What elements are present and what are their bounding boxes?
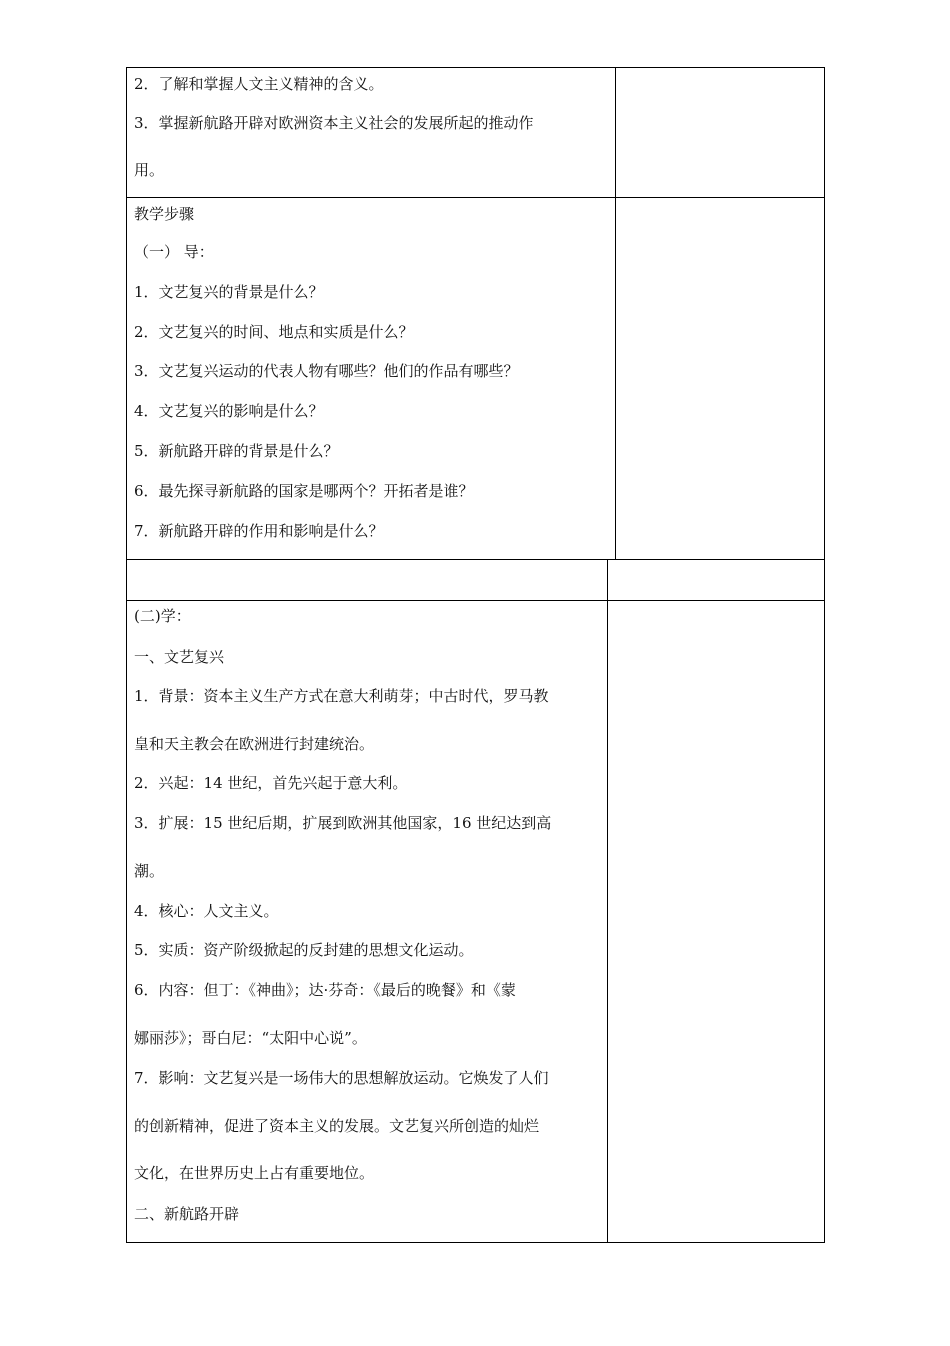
guide-question: 7．新航路开辟的作用和影响是什么？ bbox=[134, 522, 384, 540]
study-heading: (二)学： bbox=[134, 607, 191, 625]
guide-question: 2．文艺复兴的时间、地点和实质是什么？ bbox=[134, 323, 414, 341]
content-item: 3．扩展：15 世纪后期，扩展到欧洲其他国家，16 世纪达到高 bbox=[134, 814, 552, 832]
guide-question: 4．文艺复兴的影响是什么？ bbox=[134, 402, 324, 420]
objectives-cell bbox=[126, 67, 615, 197]
content-item-continuation: 皇和天主教会在欧洲进行封建统治。 bbox=[134, 735, 375, 753]
content-item: 4．核心：人文主义。 bbox=[134, 902, 279, 920]
study-content-cell bbox=[126, 600, 607, 1242]
content-item-continuation: 文化，在世界历史上占有重要地位。 bbox=[134, 1164, 375, 1182]
notes-cell-2 bbox=[615, 197, 825, 559]
empty-row-left bbox=[126, 559, 607, 600]
guide-question: 1．文艺复兴的背景是什么？ bbox=[134, 283, 324, 301]
objective-item: 3．掌握新航路开辟对欧洲资本主义社会的发展所起的推动作 bbox=[134, 114, 534, 132]
guide-question: 3．文艺复兴运动的代表人物有哪些？他们的作品有哪些？ bbox=[134, 362, 519, 380]
objective-item-continuation: 用。 bbox=[134, 161, 165, 179]
notes-cell-3 bbox=[607, 600, 825, 1242]
content-item: 5．实质：资产阶级掀起的反封建的思想文化运动。 bbox=[134, 941, 474, 959]
steps-heading: 教学步骤 bbox=[134, 205, 195, 223]
notes-cell-1 bbox=[615, 67, 825, 197]
topic-heading-new-sea-routes: 二、新航路开辟 bbox=[134, 1205, 240, 1223]
empty-row-right bbox=[607, 559, 825, 600]
guide-question: 6．最先探寻新航路的国家是哪两个？开拓者是谁？ bbox=[134, 482, 474, 500]
content-item: 6．内容：但丁：《神曲》；达·芬奇：《最后的晚餐》和《蒙 bbox=[134, 981, 516, 999]
topic-heading-renaissance: 一、文艺复兴 bbox=[134, 648, 225, 666]
content-item-continuation: 的创新精神，促进了资本主义的发展。文艺复兴所创造的灿烂 bbox=[134, 1117, 540, 1135]
content-item: 2．兴起：14 世纪，首先兴起于意大利。 bbox=[134, 774, 408, 792]
guide-heading: （一） 导： bbox=[134, 243, 214, 261]
content-item-continuation: 潮。 bbox=[134, 862, 165, 880]
objective-item: 2．了解和掌握人文主义精神的含义。 bbox=[134, 75, 384, 93]
content-item-continuation: 娜丽莎》；哥白尼：“太阳中心说”。 bbox=[134, 1029, 367, 1047]
content-item: 1．背景：资本主义生产方式在意大利萌芽；中古时代，罗马教 bbox=[134, 687, 549, 705]
content-item: 7．影响：文艺复兴是一场伟大的思想解放运动。它焕发了人们 bbox=[134, 1069, 549, 1087]
guide-question: 5．新航路开辟的背景是什么？ bbox=[134, 442, 339, 460]
teaching-steps-cell bbox=[126, 197, 615, 559]
